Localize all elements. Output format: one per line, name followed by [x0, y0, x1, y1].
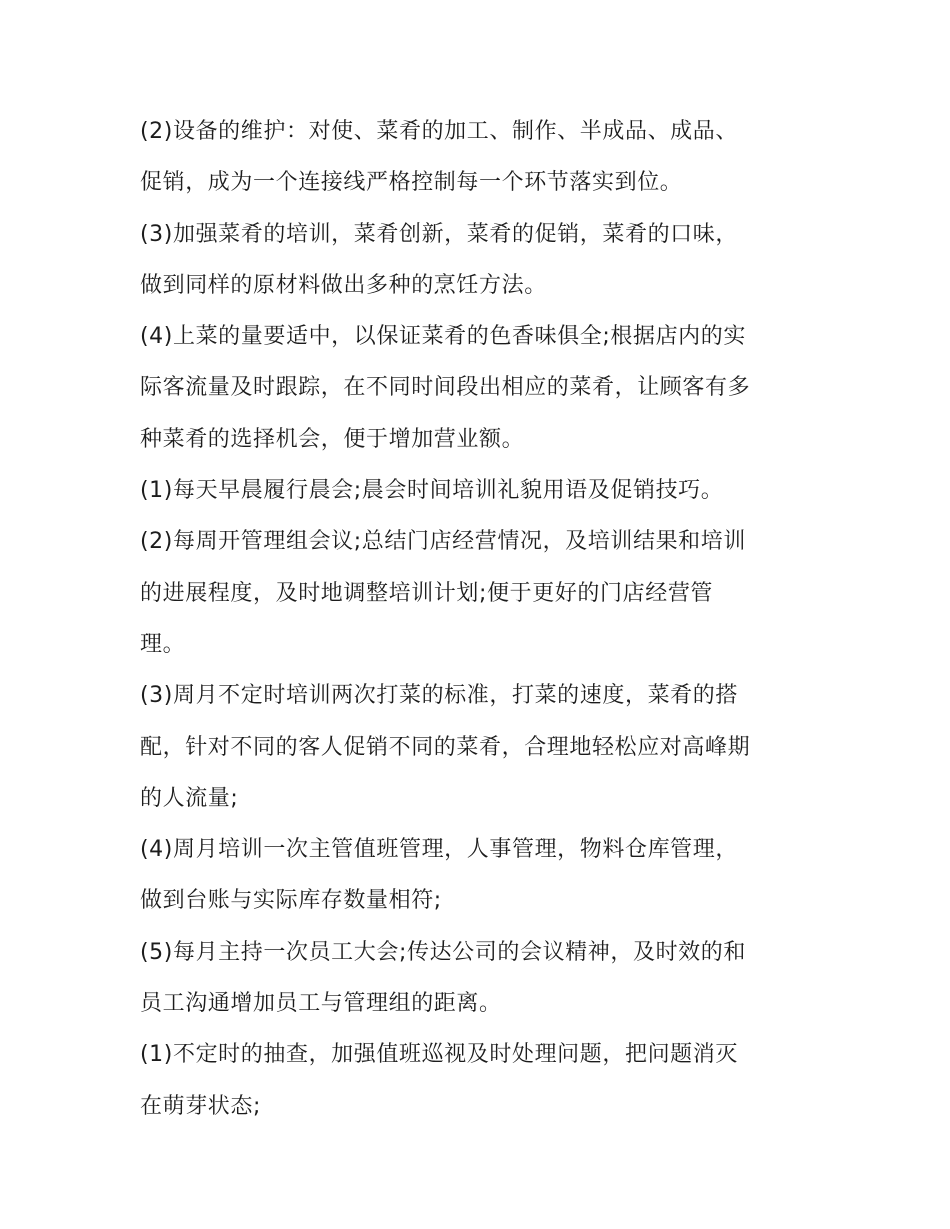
text-line: 的进展程度，及时地调整培训计划;便于更好的门店经营管 [140, 580, 714, 606]
text-line: 种菜肴的选择机会，便于增加营业额。 [140, 426, 525, 452]
text-line: (3)周月不定时培训两次打菜的标准，打菜的速度，菜肴的搭 [140, 683, 738, 709]
text-line: (1)不定时的抽查，加强值班巡视及时处理问题，把问题消灭 [140, 1042, 738, 1068]
text-line: (2)设备的维护：对使、菜肴的加工、制作、半成品、成品、 [140, 119, 738, 144]
text-line: 的人流量; [140, 785, 239, 811]
text-line: (2)每周开管理组会议;总结门店经营情况，及培训结果和培训 [140, 529, 746, 555]
text-line: (4)上菜的量要适中，以保证菜肴的色香味俱全;根据店内的实 [140, 324, 746, 350]
text-line: 配，针对不同的客人促销不同的菜肴，合理地轻松应对高峰期 [140, 734, 751, 760]
text-line: 际客流量及时跟踪，在不同时间段出相应的菜肴，让顾客有多 [140, 375, 751, 401]
text-line: 员工沟通增加员工与管理组的距离。 [140, 991, 502, 1017]
text-line: (1)每天早晨履行晨会;晨会时间培训礼貌用语及促销技巧。 [140, 478, 724, 504]
text-line: (3)加强菜肴的培训，菜肴创新，菜肴的促销，菜肴的口味， [140, 221, 738, 247]
text-line: 在萌芽状态; [140, 1093, 262, 1119]
text-line: (5)每月主持一次员工大会;传达公司的会议精神，及时效的和 [140, 939, 746, 965]
text-line: 促销，成为一个连接线严格控制每一个环节落实到位。 [140, 170, 683, 196]
text-line: 做到台账与实际库存数量相符; [140, 888, 442, 914]
document-body [140, 106, 830, 1132]
text-line: (4)周月培训一次主管值班管理，人事管理，物料仓库管理， [140, 837, 738, 863]
text-line: 理。 [140, 631, 186, 657]
text-line: 做到同样的原材料做出多种的烹饪方法。 [140, 272, 547, 298]
